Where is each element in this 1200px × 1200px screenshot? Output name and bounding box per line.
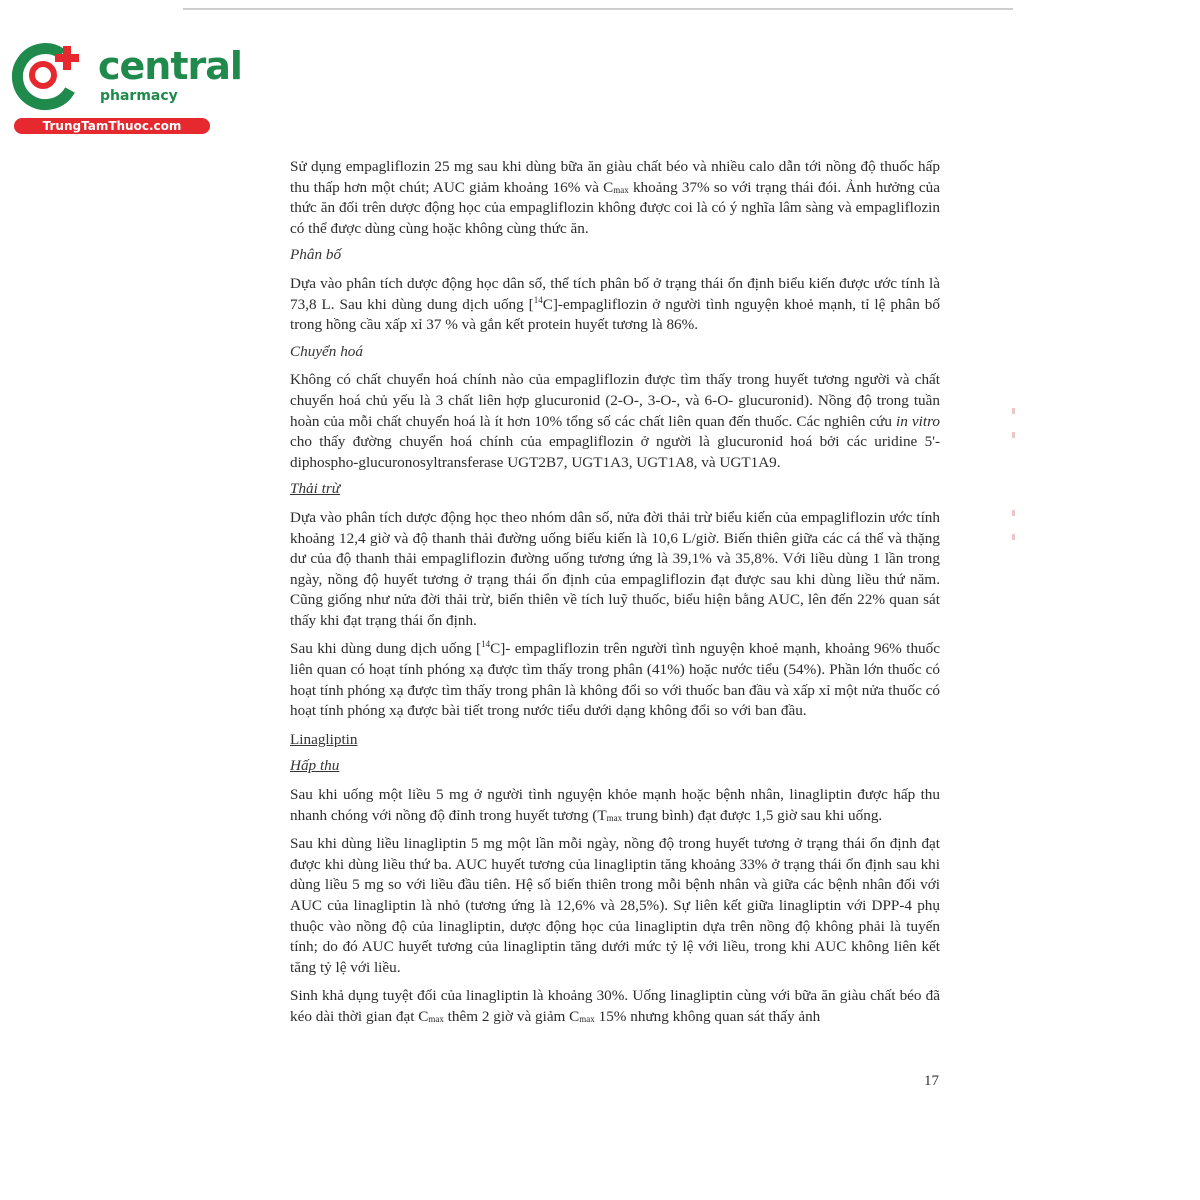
paragraph-elimination: Dựa vào phân tích dược động học theo nhóm dân số, nửa đời thải trừ biểu kiến của empagliflozin ước tính khoảng 12,4 giờ và độ thanh thải đường uống biểu kiến là 10,6 L/giờ. Biến thiên giữa các cá thể và thặng dư của độ thanh thải empagliflozin đường uống tương ứng là 39,1% và 35,8%. Với liều dùng 1 lần trong ngày, nồng độ huyết tương ở trạng thái ổn định của empagliflozin đạt được sau khi dùng liều thứ năm. Cũng giống như nửa đời thải trừ, biến thiên về tích luỹ thuốc, biểu hiện bằng AUC, lên đến 22% quan sát thấy khi đạt trạng thái ổn định. <box>290 508 940 629</box>
scan-margin-mark <box>1012 432 1015 438</box>
paragraph-metabolism: Không có chất chuyển hoá chính nào của empagliflozin được tìm thấy trong huyết tương người và chất chuyển hoá chủ yếu là 3 chất liên hợp glucuronid (2-O-, 3-O-, và 6-O- glucuronid). Nồng độ trong tuần hoàn của mỗi chất chuyển hoá là ít hơn 10% tổng số các chất liên quan đến thuốc. Các nghiên cứu in vitro cho thấy đường chuyển hoá chính của empagliflozin ở người là glucuronid hoá bởi các uridine 5'-diphospho-glucuronosyltransferase UGT2B7, UGT1A3, UGT1A8, và UGT1A9. <box>290 371 941 471</box>
paragraph-distribution: Dựa vào phân tích dược động học dân số, thể tích phân bố ở trạng thái ổn định biểu kiến được ước tính là 73,8 L. Sau khi dùng dung dịch uống [$^{14}$C]-empagliflozin ở người tình nguyện khoẻ mạnh, tỉ lệ phân bố trong hồng cầu xấp xỉ 37 % và gắn kết protein huyết tương là 86%. <box>290 274 940 334</box>
paragraph-food-effect: Sử dụng empagliflozin 25 mg sau khi dùng bữa ăn giàu chất béo và nhiều calo dẫn tới nồng độ thuốc hấp thu thấp hơn một chút; AUC giảm khoảng 16% và $C_{max}$ khoảng 37% so với trạng thái đói. Ảnh hưởng của thức ăn đối trên dược động học của empagliflozin không được coi là có ý nghĩa lâm sàng và empagliflozin có thể được dùng cùng hoặc không cùng thức ăn. <box>290 158 940 237</box>
heading-linagliptin: Linagliptin <box>290 730 358 748</box>
paragraph-excretion: Sau khi dùng dung dịch uống [$^{14}$C]- empagliflozin trên người tình nguyện khoẻ mạnh, khoảng 96% thuốc liên quan có hoạt tính phóng xạ được tìm thấy trong phân (41%) hoặc nước tiểu (54%). Phần lớn thuốc có hoạt tính phóng xạ được tìm thấy trong phân là không đổi so với thuốc ban đầu và xấp xỉ một nửa thuốc có hoạt tính phóng xạ được bài tiết trong nước tiểu dưới dạng không đổi so với ban đầu. <box>290 639 940 720</box>
scan-margin-mark <box>1012 408 1015 414</box>
heading-chuyen-hoa: Chuyển hoá <box>290 342 363 360</box>
scan-margin-mark <box>1012 510 1015 516</box>
document-body <box>290 157 940 1028</box>
brand-subtitle: pharmacy <box>100 88 178 104</box>
heading-thai-tru: Thải trừ <box>290 480 341 498</box>
heading-phan-bo: Phân bố <box>290 246 342 264</box>
scan-margin-mark <box>1012 534 1015 540</box>
top-rule <box>183 8 1013 10</box>
paragraph-steady-state: Sau khi dùng liều linagliptin 5 mg một lần mỗi ngày, nồng độ trong huyết tương ở trạng thái ổn định đạt được khi dùng liều thứ ba. AUC huyết tương của linagliptin tăng khoảng 33% ở trạng thái ổn định sau khi dùng liều 5 mg so với liều đầu tiên. Hệ số biến thiên trong mỗi bệnh nhân và giữa các bệnh nhân đối với AUC của linagliptin là nhỏ (tương ứng là 12,6% và 28,5%). Sự liên kết giữa linagliptin với DPP-4 phụ thuộc vào nồng độ của linagliptin, dược động học của linagliptin dựa trên nồng độ không phải là tuyến tính; do đó AUC huyết tương của linagliptin tăng dưới mức tỷ lệ với liều, trong khi AUC không liên kết tăng tỷ lệ với liều. <box>290 835 940 976</box>
central-pharmacy-logo[interactable] <box>10 38 242 138</box>
page-number: 17 <box>924 1073 939 1089</box>
heading-hap-thu: Hấp thu <box>290 757 340 775</box>
pharmacy-cross-logo-icon <box>10 38 90 112</box>
brand-name: central <box>98 44 242 88</box>
brand-url-badge[interactable]: TrungTamThuoc.com <box>14 118 210 134</box>
paragraph-bioavailability: Sinh khả dụng tuyệt đối của linagliptin là khoảng 30%. Uống linagliptin cùng với bữa ăn giàu chất béo đã kéo dài thời gian đạt $C_{max}$ thêm 2 giờ và giảm $C_{max}$ 15% nhưng không quan sát thấy ảnh <box>290 987 940 1025</box>
paragraph-absorption: Sau khi uống một liều 5 mg ở người tình nguyện khỏe mạnh hoặc bệnh nhân, linagliptin được hấp thu nhanh chóng với nồng độ đỉnh trong huyết tương ($T_{max}$ trung bình) đạt được 1,5 giờ sau khi uống. <box>290 786 940 824</box>
